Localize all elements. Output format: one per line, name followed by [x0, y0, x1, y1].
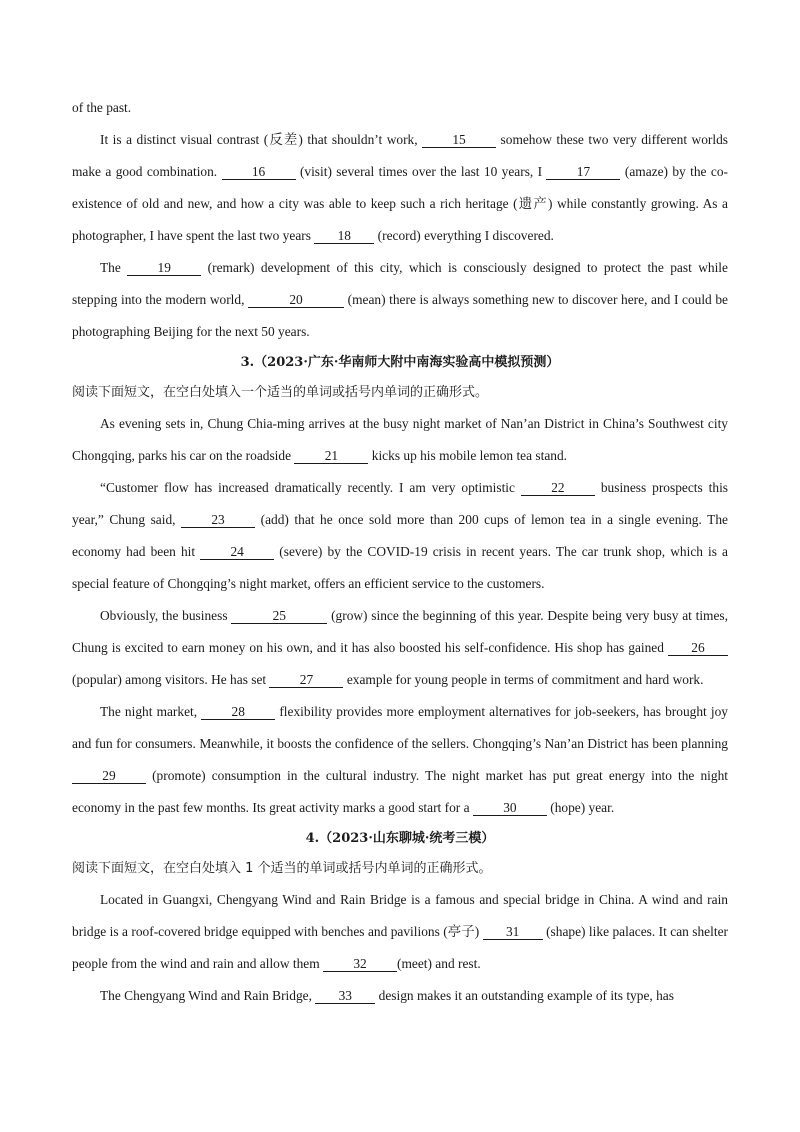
blank-25[interactable]: 25 — [231, 608, 327, 624]
text: (add) that he once sold more than 200 cups of lemon tea in a single evening. The economy had been hit — [72, 512, 728, 559]
blank-27[interactable]: 27 — [269, 672, 343, 688]
text: (record) everything I discovered. — [377, 228, 554, 243]
blank-19[interactable]: 19 — [127, 260, 201, 276]
text: (remark) development of this city, which is consciously designed to protect the past while stepping into the modern world, — [72, 260, 728, 307]
text: (meet) and rest. — [397, 956, 481, 971]
paragraph — [72, 696, 728, 824]
paragraph — [72, 408, 728, 472]
paragraph — [72, 252, 728, 348]
text: (amaze) by the co-existence of old and new, and how a city was able to keep such a rich heritage (遗产) while constantly growing. As a photographer, I have spent the last two years — [72, 164, 728, 243]
blank-16[interactable]: 16 — [222, 164, 296, 180]
text: (grow) since the beginning of this year. Despite being very busy at times, Chung is excited to earn money on his own, and it has also boosted his self-confidence. His shop has gained — [72, 608, 728, 655]
blank-30[interactable]: 30 — [473, 800, 547, 816]
text: kicks up his mobile lemon tea stand. — [371, 448, 568, 463]
blank-24[interactable]: 24 — [200, 544, 274, 560]
blank-22[interactable]: 22 — [521, 480, 595, 496]
blank-28[interactable]: 28 — [201, 704, 275, 720]
instructions-4: 阅读下面短文，在空白处填入 1 个适当的单词或括号内单词的正确形式。 — [72, 861, 492, 876]
text: flexibility provides more employment alternatives for job-seekers, has brought joy and fun for consumers. Meanwhile, it boosts the confidence of the sellers. Chongqing’s Nan’an District has been planning — [72, 704, 728, 751]
text: (mean) there is always something new to discover here, and I could be photographing Beijing for the next 50 years. — [72, 292, 728, 339]
paragraph — [72, 980, 728, 1012]
text: (promote) consumption in the cultural industry. The night market has put great energy into the night economy in the past few months. Its great activity marks a good start for a — [72, 768, 728, 815]
text: The — [100, 260, 121, 275]
paragraph — [72, 124, 728, 252]
text: The Chengyang Wind and Rain Bridge, — [100, 988, 312, 1003]
blank-15[interactable]: 15 — [422, 132, 496, 148]
blank-17[interactable]: 17 — [546, 164, 620, 180]
paragraph-continuation: of the past. — [72, 100, 132, 115]
text: Obviously, the business — [100, 608, 228, 623]
blank-26[interactable]: 26 — [668, 640, 728, 656]
text: As evening sets in, Chung Chia-ming arrives at the busy night market of Nan’an District in China’s Southwest city Chongqing, parks his car on the roadside — [72, 416, 728, 463]
text: (popular) among visitors. He has set — [72, 672, 267, 687]
blank-33[interactable]: 33 — [315, 988, 375, 1004]
text: example for young people in terms of commitment and hard work. — [346, 672, 704, 687]
text: (hope) year. — [550, 800, 615, 815]
paragraph — [72, 600, 728, 696]
paragraph — [72, 472, 728, 600]
text: business prospects this year,” Chung said, — [72, 480, 728, 527]
blank-23[interactable]: 23 — [181, 512, 255, 528]
blank-20[interactable]: 20 — [248, 292, 344, 308]
text: (shape) like palaces. It can shelter people from the wind and rain and allow them — [72, 924, 728, 971]
text: (severe) by the COVID-19 crisis in recent years. The car trunk shop, which is a special feature of Chongqing’s night market, offers an efficient service to the customers. — [72, 544, 728, 591]
text: It is a distinct visual contrast (反差) that shouldn’t work, — [100, 132, 418, 147]
blank-29[interactable]: 29 — [72, 768, 146, 784]
blank-18[interactable]: 18 — [314, 228, 374, 244]
blank-31[interactable]: 31 — [483, 924, 543, 940]
text: (visit) several times over the last 10 years, I — [299, 164, 543, 179]
text: somehow these two very different worlds make a good combination. — [72, 132, 728, 179]
paragraph — [72, 884, 728, 980]
blank-21[interactable]: 21 — [294, 448, 368, 464]
text: “Customer flow has increased dramatically recently. I am very optimistic — [100, 480, 515, 495]
section-heading-4: 4.（2023·山东聊城·统考三模） — [305, 831, 495, 846]
blank-32[interactable]: 32 — [323, 956, 397, 972]
instructions-3: 阅读下面短文，在空白处填入一个适当的单词或括号内单词的正确形式。 — [72, 385, 489, 400]
section-heading-3: 3.（2023·广东·华南师大附中南海实验高中模拟预测） — [240, 355, 560, 370]
document-page — [72, 92, 728, 1012]
text: design makes it an outstanding example of its type, has — [378, 988, 674, 1003]
text: Located in Guangxi, Chengyang Wind and Rain Bridge is a famous and special bridge in China. A wind and rain bridge is a roof-covered bridge equipped with benches and pavilions (亭子) — [72, 892, 728, 939]
text: The night market, — [100, 704, 198, 719]
